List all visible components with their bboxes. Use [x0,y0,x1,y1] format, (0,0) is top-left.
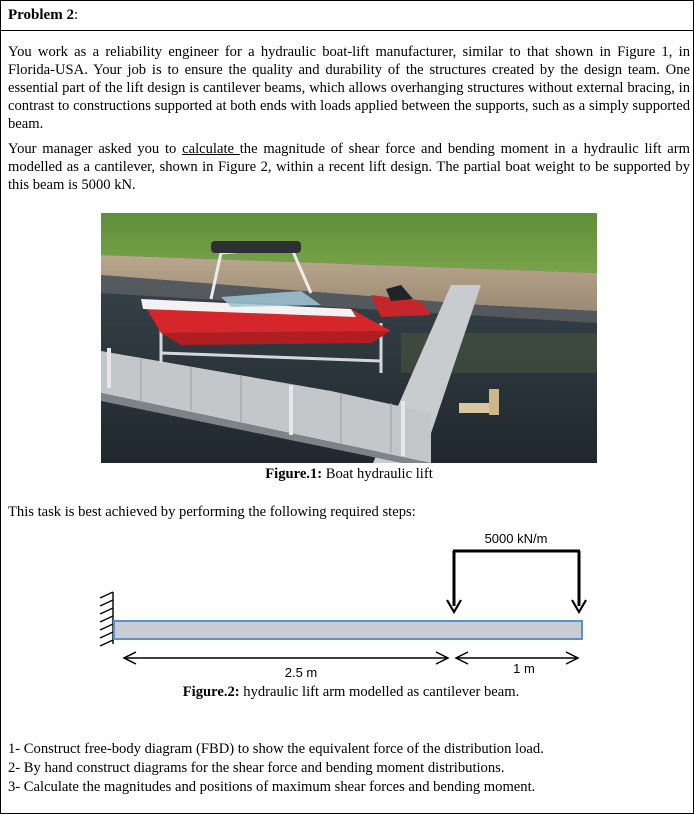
task-text-before: Your manager asked you to [8,141,183,157]
figure2-label: Figure.2: [182,684,240,700]
cantilever-diagram [96,526,606,686]
load-label: 5000 kN/m [484,531,548,546]
step-item: 3- Calculate the magnitudes and positions of maximum shear forces and bending moment. [8,779,536,795]
steps-intro: This task is best achieved by performing the following required steps: [8,504,416,520]
step-item: 2- By hand construct diagrams for the shear force and bending moment distributions. [8,760,505,776]
dim1-label: 2.5 m [284,665,318,680]
cantilever-beam [114,621,582,639]
figure1-label: Figure.1: [265,466,323,482]
distributed-load [453,551,580,606]
boat-lift-photo [101,213,597,463]
figure1-caption [101,466,597,483]
dimension-line [124,652,578,664]
dim2-label: 1 m [513,661,535,676]
task-text-after: the magnitude of shear force and bending moment in a hydraulic lift arm modelled as a cantilever, shown in Figure 2, within a recent lift design. The partial boat weight to be supported by this beam is 5000 kN. [8,141,690,193]
steps-list [8,740,544,797]
heading-row [1,1,693,31]
task-text-underlined: calculate [182,141,240,157]
problem-label: Problem 2 [8,7,74,23]
figure1-caption-text: Boat hydraulic lift [322,466,433,482]
figure2-caption-text: hydraulic lift arm modelled as cantilever beam. [239,684,520,700]
fixed-support-hatch [100,592,113,646]
figure2-caption [41,684,661,701]
problem-heading [8,7,78,24]
intro-paragraph: You work as a reliability engineer for a hydraulic boat-lift manufacturer, similar to that shown in Figure 1, in Florida-USA. Your job is to ensure the quality and durability of the structures created by the design team. One essential part of the lift design is cantilever beams, which allows overhanging structures without external bracing, in contrast to constructions supported at both ends with loads applied between the supports, such as a simply supported beam. [8,44,690,132]
step-item: 1- Construct free-body diagram (FBD) to show the equivalent force of the distribution load. [8,741,544,757]
problem-colon: : [73,7,79,23]
task-paragraph [8,140,690,194]
